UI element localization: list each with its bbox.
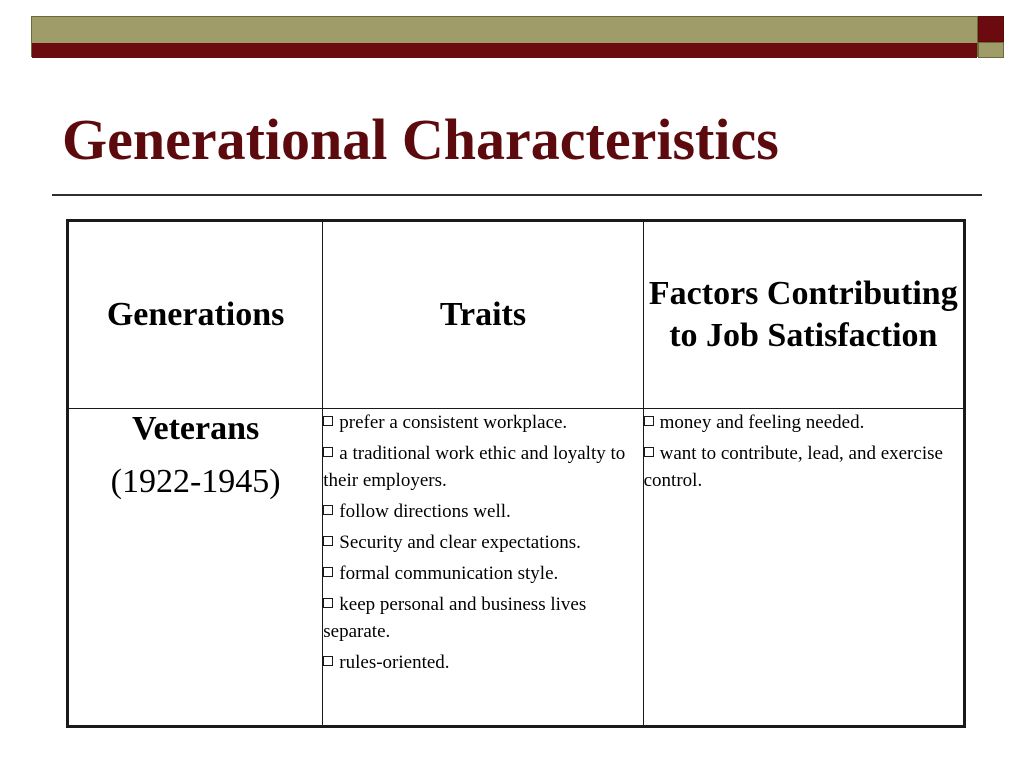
list-item bbox=[323, 649, 642, 676]
hollow-square-icon bbox=[323, 656, 333, 666]
trait-text: Security and clear expectations. bbox=[339, 532, 581, 553]
title-divider bbox=[52, 194, 982, 196]
list-item bbox=[323, 440, 642, 494]
header-generations: Generations bbox=[68, 221, 323, 409]
generation-name: Veterans bbox=[132, 410, 260, 447]
trait-text: formal communication style. bbox=[339, 563, 559, 584]
header-traits: Traits bbox=[323, 221, 643, 409]
list-item bbox=[323, 529, 642, 556]
top-bar-olive-stripe bbox=[32, 17, 977, 43]
factors-cell bbox=[643, 409, 964, 727]
trait-text: a traditional work ethic and loyalty to their employers. bbox=[323, 443, 626, 491]
traits-cell bbox=[323, 409, 643, 727]
list-item bbox=[644, 440, 963, 494]
top-decorative-bar bbox=[31, 16, 978, 57]
hollow-square-icon bbox=[323, 447, 333, 457]
generation-cell bbox=[68, 409, 323, 727]
hollow-square-icon bbox=[644, 447, 654, 457]
list-item bbox=[323, 591, 642, 645]
hollow-square-icon bbox=[323, 536, 333, 546]
hollow-square-icon bbox=[323, 598, 333, 608]
trait-text: prefer a consistent workplace. bbox=[339, 412, 568, 433]
list-item bbox=[323, 498, 642, 525]
table-row bbox=[68, 409, 965, 727]
trait-text: keep personal and business lives separate. bbox=[323, 594, 587, 642]
corner-maroon-block bbox=[978, 16, 1004, 42]
generation-years: (1922-1945) bbox=[110, 462, 281, 500]
hollow-square-icon bbox=[323, 505, 333, 515]
hollow-square-icon bbox=[323, 567, 333, 577]
hollow-square-icon bbox=[323, 416, 333, 426]
list-item bbox=[644, 409, 963, 436]
trait-text: rules-oriented. bbox=[339, 652, 450, 673]
list-item bbox=[323, 409, 642, 436]
corner-olive-block bbox=[978, 42, 1004, 58]
header-factors: Factors Contributing to Job Satisfaction bbox=[643, 221, 964, 409]
factor-text: money and feeling needed. bbox=[659, 412, 865, 433]
factor-text: want to contribute, lead, and exercise control. bbox=[643, 443, 943, 491]
table-header-row bbox=[68, 221, 965, 409]
generations-table bbox=[66, 219, 966, 728]
trait-text: follow directions well. bbox=[339, 501, 511, 522]
hollow-square-icon bbox=[644, 416, 654, 426]
slide-title: Generational Characteristics bbox=[62, 107, 779, 172]
list-item bbox=[323, 560, 642, 587]
top-bar-maroon-stripe bbox=[32, 43, 977, 58]
